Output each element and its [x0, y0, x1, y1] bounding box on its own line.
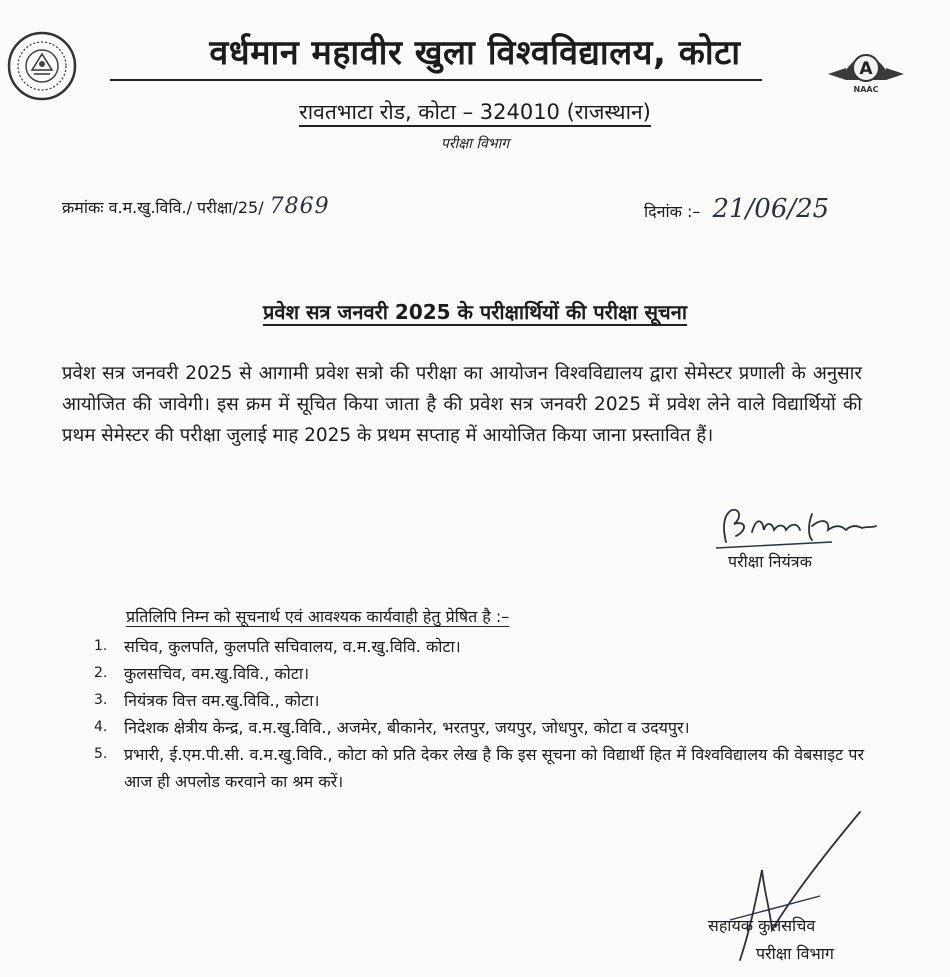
university-name-heading: वर्धमान महावीर खुला विश्वविद्यालय, कोटा — [209, 33, 741, 73]
list-item-text: निदेशक क्षेत्रीय केन्द्र, व.म.खु.विवि., अजमेर, बीकानेर, भरतपुर, जयपुर, जोधपुर, कोटा व उदयपुर। — [124, 718, 690, 737]
subject-text: प्रवेश सत्र जनवरी 2025 के परीक्षार्थियों की परीक्षा सूचना — [262, 300, 688, 324]
naac-grade-letter: A — [859, 59, 873, 79]
exam-controller-title: परीक्षा नियंत्रक — [728, 552, 812, 571]
copy-to-intro-text: प्रतिलिपि निम्न को सूचनार्थ एवं आवश्यक कार्यवाही हेतु प्रेषित है :– — [126, 607, 510, 626]
list-item — [94, 633, 864, 660]
reference-label: क्रमांकः व.म.खु.विवि./ परीक्षा/25/ — [62, 198, 264, 217]
assistant-registrar-title: सहायक कुलसचिव — [708, 916, 816, 935]
list-item-text: सचिव, कुलपति, कुलपति सचिवालय, व.म.खु.विवि. कोटा। — [124, 637, 461, 656]
list-item-number: 1. — [94, 638, 108, 654]
list-item — [94, 660, 864, 687]
list-item-text: कुलसचिव, वम.खु.विवि., कोटा। — [124, 664, 310, 683]
naac-label: NAAC — [853, 85, 879, 94]
copy-to-intro — [126, 605, 509, 627]
department-name: परीक्षा विभाग — [440, 136, 510, 152]
list-item — [94, 741, 864, 795]
copy-to-list — [94, 633, 864, 795]
date-label: दिनांक :– — [644, 202, 701, 221]
notice-body: प्रवेश सत्र जनवरी 2025 से आगामी प्रवेश सत्रो की परीक्षा का आयोजन विश्वविद्यालय द्वारा सेमेस्टर प्रणाली के अनुसार आयोजित की जावेगी। इस क्रम में सूचित किया जाता है की प्रवेश सत्र जनवरी 2025 में प्रवेश लेने वाले विद्यार्थियों की प्रथम सेमेस्टर की परीक्षा जुलाई माह 2025 के प्रथम सप्ताह में आयोजित किया जाना प्रस्तावित हैं। — [62, 363, 862, 446]
notice-subject — [0, 298, 950, 325]
list-item — [94, 687, 864, 714]
list-item-number: 5. — [94, 746, 108, 762]
list-item — [94, 714, 864, 741]
list-item-number: 3. — [94, 692, 108, 708]
list-item-number: 2. — [94, 665, 108, 681]
university-address — [0, 98, 950, 126]
list-item-number: 4. — [94, 719, 108, 735]
date-handwritten-value: 21/06/25 — [712, 194, 830, 224]
assistant-registrar-department: परीक्षा विभाग — [756, 944, 834, 963]
exam-controller-signature — [712, 496, 882, 556]
list-item-text: प्रभारी, ई.एम.पी.सी. व.म.खु.विवि., कोटा को प्रति देकर लेख है कि इस सूचना को विद्यार्थी हित में विश्वविद्यालय की वेबसाइट पर आज ही अपलोड करवाने का श्रम करें। — [124, 745, 864, 791]
address-text: रावतभाटा रोड, कोटा – 324010 (राजस्थान) — [299, 100, 651, 127]
reference-handwritten-number: 7869 — [269, 194, 330, 219]
heading-underline — [110, 79, 762, 81]
list-item-text: नियंत्रक वित्त वम.खु.विवि., कोटा। — [124, 691, 320, 710]
letter-date — [644, 194, 829, 224]
reference-number — [62, 194, 330, 219]
